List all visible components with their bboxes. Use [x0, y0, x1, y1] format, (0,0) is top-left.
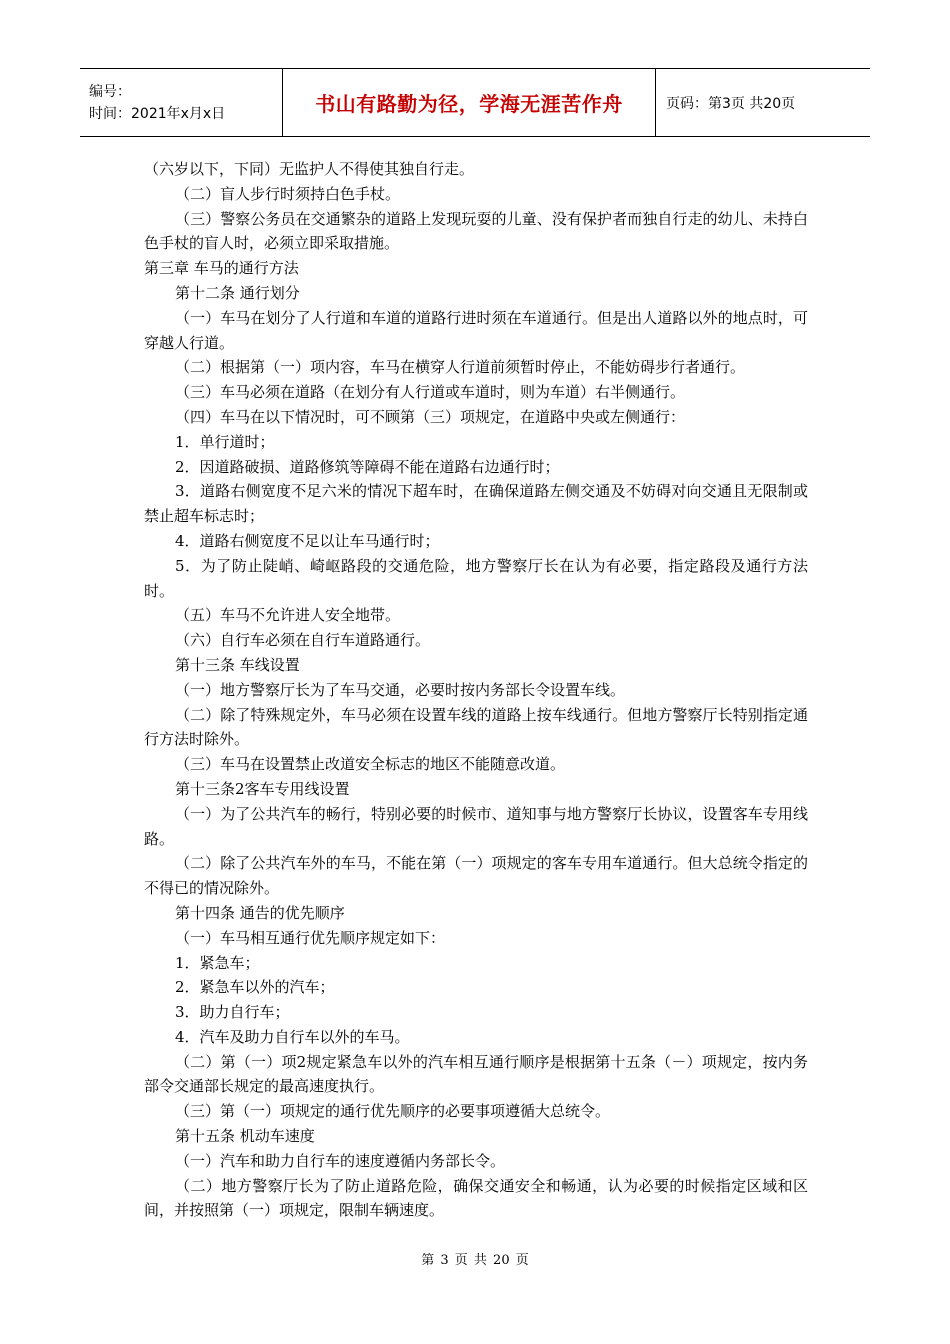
page-info: 页码：第3页 共20页: [666, 95, 796, 112]
paragraph: （二）第（一）项2规定紧急车以外的汽车相互通行顺序是根据第十五条（－）项规定，按内务部令交通部长规定的最高速度执行。: [144, 1052, 808, 1096]
header-motto-cell: [283, 69, 656, 136]
page-footer: 第 3 页 共 20 页: [421, 1253, 529, 1268]
paragraph: （一）车马相互通行优先顺序规定如下：: [175, 928, 446, 947]
paragraph: （四）车马在以下情况时，可不顾第（三）项规定，在道路中央或左侧通行：: [175, 407, 686, 426]
article-heading: 第十四条 通告的优先顺序: [175, 903, 345, 922]
paragraph: （六）自行车必须在自行车道路通行。: [175, 631, 431, 650]
list-item: 4．汽车及助力自行车以外的车马。: [175, 1027, 410, 1046]
article-heading: 第十三条 车线设置: [175, 655, 300, 674]
paragraph: （三）车马在设置禁止改道安全标志的地区不能随意改道。: [175, 755, 566, 774]
paragraph: （二）地方警察厅长为了防止道路危险，确保交通安全和畅通，认为必要的时候指定区域和区间，并按照第（一）项规定，限制车辆速度。: [144, 1176, 808, 1220]
list-item: 5．为了防止陡峭、崎岖路段的交通危险，地方警察厅长在认为有必要，指定路段及通行方法时。: [144, 556, 808, 600]
document-body: [144, 157, 808, 1223]
chapter-heading: 第三章 车马的通行方法: [144, 259, 299, 278]
article-heading: 第十五条 机动车速度: [175, 1127, 315, 1146]
list-item: 2．紧急车以外的汽车；: [175, 978, 335, 997]
paragraph: （三）警察公务员在交通繁杂的道路上发现玩耍的儿童、没有保护者而独自行走的幼儿、未持白色手杖的盲人时，必须立即采取措施。: [144, 209, 808, 253]
list-item: 4．道路右侧宽度不足以让车马通行时；: [175, 531, 440, 550]
paragraph: （五）车马不允许进人安全地带。: [175, 606, 401, 625]
paragraph: （二）除了公共汽车外的车马，不能在第（一）项规定的客车专用车道通行。但大总统令指定的不得已的情况除外。: [144, 854, 808, 898]
paragraph: （一）汽车和助力自行车的速度遵循内务部长令。: [175, 1151, 506, 1170]
article-heading: 第十三条2客车专用线设置: [175, 779, 350, 798]
list-item: 3．助力自行车；: [175, 1003, 290, 1022]
paragraph: （二）根据第（一）项内容，车马在横穿人行道前须暂时停止，不能妨碍步行者通行。: [175, 358, 746, 377]
header-page-cell: [656, 69, 870, 136]
article-heading: 第十二条 通行划分: [175, 283, 300, 302]
paragraph: （一）地方警察厅长为了车马交通，必要时按内务部长令设置车线。: [175, 680, 626, 699]
time-label: 时间：2021年x月x日: [89, 105, 226, 122]
list-item: 1．紧急车；: [175, 953, 260, 972]
list-item: 1．单行道时；: [175, 432, 275, 451]
page-header: [80, 68, 870, 137]
header-meta: [80, 69, 283, 136]
paragraph: （二）盲人步行时须持白色手杖。: [175, 184, 401, 203]
paragraph: （三）车马必须在道路（在划分有人行道或车道时，则为车道）右半侧通行。: [175, 383, 686, 402]
list-item: 2．因道路破损、道路修筑等障碍不能在道路右边通行时；: [175, 457, 560, 476]
paragraph: （一）为了公共汽车的畅行，特别必要的时候市、道知事与地方警察厅长协议，设置客车专用线路。: [144, 804, 808, 848]
motto: 书山有路勤为径，学海无涯苦作舟: [315, 92, 623, 116]
paragraph: （三）第（一）项规定的通行优先顺序的必要事项遵循大总统令。: [175, 1102, 611, 1121]
paragraph: （一）车马在划分了人行道和车道的道路行进时须在车道通行。但是出人道路以外的地点时，可穿越人行道。: [144, 308, 808, 352]
paragraph: （六岁以下，下同）无监护人不得使其独自行走。: [144, 160, 475, 178]
number-label: 编号：: [89, 83, 131, 100]
paragraph: （二）除了特殊规定外，车马必须在设置车线的道路上按车线通行。但地方警察厅长特别指定通行方法时除外。: [144, 705, 808, 749]
list-item: 3．道路右侧宽度不足六米的情况下超车时，在确保道路左侧交通及不妨碍对向交通且无限制或禁止超车标志时；: [144, 482, 808, 526]
